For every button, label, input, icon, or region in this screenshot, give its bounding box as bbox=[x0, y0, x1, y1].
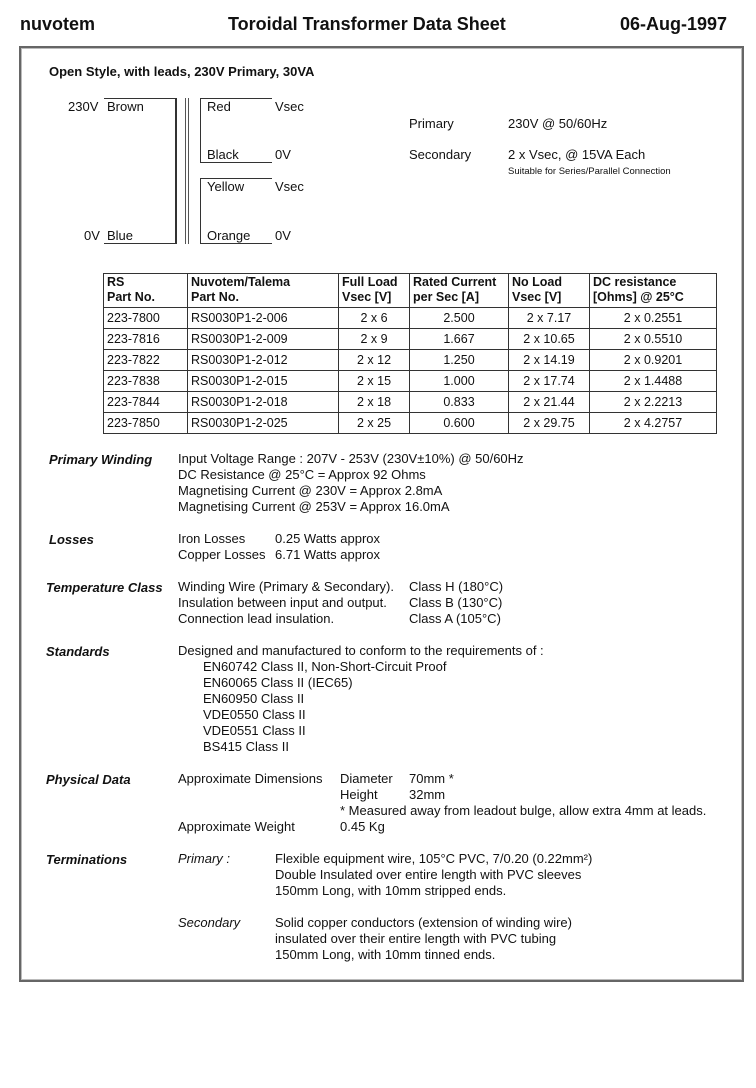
header-line: Full Load bbox=[342, 275, 398, 289]
weight-value: 0.45 Kg bbox=[340, 819, 385, 834]
secondary-2-bottom-wire bbox=[200, 243, 272, 244]
table-row bbox=[104, 350, 717, 371]
table-cell: 0.833 bbox=[410, 392, 509, 413]
weight-label: Approximate Weight bbox=[178, 819, 295, 834]
secondary-2-winding-line bbox=[200, 178, 201, 243]
table-cell: 2 x 12 bbox=[339, 350, 410, 371]
secondary-rating-label: Secondary bbox=[409, 147, 472, 162]
table-cell: 223-7844 bbox=[104, 392, 188, 413]
primary-top-color: Brown bbox=[107, 99, 144, 114]
losses-label: Losses bbox=[49, 532, 94, 547]
header-line: Rated Current bbox=[413, 275, 497, 289]
primary-winding-line bbox=[175, 98, 177, 244]
header-no-load bbox=[509, 274, 590, 308]
header-line: [Ohms] @ 25°C bbox=[593, 290, 684, 304]
table-cell: 2 x 6 bbox=[339, 308, 410, 329]
table-row bbox=[104, 371, 717, 392]
header-nuvotem-part bbox=[188, 274, 339, 308]
table-row bbox=[104, 413, 717, 434]
primary-bottom-voltage: 0V bbox=[84, 228, 100, 243]
document-date: 06-Aug-1997 bbox=[620, 14, 728, 34]
table-cell: 2 x 7.17 bbox=[509, 308, 590, 329]
temp-item-value: Class A (105°C) bbox=[409, 611, 501, 626]
termination-line: Solid copper conductors (extension of winding wire) bbox=[275, 915, 572, 930]
secondary-1-winding-line-lower bbox=[200, 146, 201, 162]
table-cell: 223-7816 bbox=[104, 329, 188, 350]
document-title: Toroidal Transformer Data Sheet bbox=[228, 14, 506, 34]
height-value: 32mm bbox=[409, 787, 446, 802]
table-cell: RS0030P1-2-018 bbox=[188, 392, 339, 413]
primary-top-voltage: 230V bbox=[68, 99, 99, 114]
table-cell: 2 x 25 bbox=[339, 413, 410, 434]
table-cell: RS0030P1-2-025 bbox=[188, 413, 339, 434]
table-cell: 2 x 0.5510 bbox=[590, 329, 717, 350]
header-line: Nuvotem/Talema bbox=[191, 275, 291, 289]
secondary-1-bottom-color: Black bbox=[207, 147, 239, 162]
primary-top-wire bbox=[104, 98, 176, 99]
termination-line: insulated over their entire length with PVC tubing bbox=[275, 931, 557, 946]
iron-losses-name: Iron Losses bbox=[178, 531, 246, 546]
terminations-primary-label: Primary : bbox=[178, 851, 230, 866]
table-cell: RS0030P1-2-012 bbox=[188, 350, 339, 371]
diameter-value: 70mm * bbox=[409, 771, 454, 786]
table-cell: RS0030P1-2-006 bbox=[188, 308, 339, 329]
secondary-1-bottom-label: 0V bbox=[275, 147, 291, 162]
table-cell: 2 x 15 bbox=[339, 371, 410, 392]
part-specs-table bbox=[103, 273, 717, 434]
temp-item-name: Winding Wire (Primary & Secondary). bbox=[178, 579, 394, 594]
primary-winding-label: Primary Winding bbox=[49, 452, 153, 467]
table-cell: 2 x 0.9201 bbox=[590, 350, 717, 371]
terminations-primary-details bbox=[275, 851, 592, 899]
table-cell: 223-7850 bbox=[104, 413, 188, 434]
secondary-1-top-color: Red bbox=[207, 99, 231, 114]
table-cell: 1.250 bbox=[410, 350, 509, 371]
header-dc-resistance bbox=[590, 274, 717, 308]
table-cell: 2 x 0.2551 bbox=[590, 308, 717, 329]
primary-winding-line: Input Voltage Range : 207V - 253V (230V±10%) @ 50/60Hz bbox=[178, 451, 524, 466]
header-line: Vsec [V] bbox=[512, 290, 562, 304]
table-cell: 2 x 1.4488 bbox=[590, 371, 717, 392]
header-full-load bbox=[339, 274, 410, 308]
core-line-1 bbox=[185, 98, 186, 244]
standard-item: VDE0551 Class II bbox=[203, 723, 306, 738]
table-cell: 2 x 21.44 bbox=[509, 392, 590, 413]
terminations-label: Terminations bbox=[46, 852, 128, 867]
secondary-2-bottom-color: Orange bbox=[207, 228, 251, 243]
header-line: RS bbox=[107, 275, 125, 289]
secondary-rating-value: 2 x Vsec, @ 15VA Each bbox=[508, 147, 646, 162]
primary-rating-value: 230V @ 50/60Hz bbox=[508, 116, 608, 131]
standards-intro: Designed and manufactured to conform to the requirements of : bbox=[178, 643, 544, 658]
table-cell: 2 x 9 bbox=[339, 329, 410, 350]
table-cell: 2 x 2.2213 bbox=[590, 392, 717, 413]
table-cell: 2 x 14.19 bbox=[509, 350, 590, 371]
temperature-class-label: Temperature Class bbox=[46, 580, 163, 595]
diameter-label: Diameter bbox=[340, 771, 393, 786]
secondary-2-top-color: Yellow bbox=[207, 179, 245, 194]
secondary-1-bottom-wire bbox=[200, 162, 272, 163]
secondary-2-bottom-label: 0V bbox=[275, 228, 291, 243]
table-cell: 2.500 bbox=[410, 308, 509, 329]
primary-rating-label: Primary bbox=[409, 116, 454, 131]
standard-item: EN60742 Class II, Non-Short-Circuit Proof bbox=[203, 659, 447, 674]
table-cell: 2 x 18 bbox=[339, 392, 410, 413]
temp-item-name: Connection lead insulation. bbox=[178, 611, 335, 626]
table-cell: 2 x 10.65 bbox=[509, 329, 590, 350]
table-cell: RS0030P1-2-015 bbox=[188, 371, 339, 392]
table-row bbox=[104, 329, 717, 350]
product-subtitle: Open Style, with leads, 230V Primary, 30VA bbox=[49, 64, 315, 79]
header-line: No Load bbox=[512, 275, 562, 289]
copper-losses-name: Copper Losses bbox=[178, 547, 266, 562]
temp-item-value: Class B (130°C) bbox=[409, 595, 503, 610]
header-line: per Sec [A] bbox=[413, 290, 479, 304]
header-line: Part No. bbox=[107, 290, 155, 304]
dimensions-label: Approximate Dimensions bbox=[178, 771, 323, 786]
brand-name: nuvotem bbox=[20, 14, 96, 34]
table-cell: 223-7838 bbox=[104, 371, 188, 392]
physical-data-label: Physical Data bbox=[46, 772, 131, 787]
standard-item: BS415 Class II bbox=[203, 739, 289, 754]
core-line-2 bbox=[188, 98, 189, 244]
terminations-secondary-details bbox=[275, 915, 572, 963]
standards-list bbox=[203, 659, 446, 755]
table-cell: 223-7822 bbox=[104, 350, 188, 371]
secondary-1-top-label: Vsec bbox=[275, 99, 304, 114]
header-line: Part No. bbox=[191, 290, 239, 304]
primary-winding-line: Magnetising Current @ 230V = Approx 2.8mA bbox=[178, 483, 443, 498]
dimensions-note: * Measured away from leadout bulge, allow extra 4mm at leads. bbox=[340, 803, 707, 818]
table-row bbox=[104, 308, 717, 329]
standard-item: VDE0550 Class II bbox=[203, 707, 306, 722]
temp-item-name: Insulation between input and output. bbox=[178, 595, 387, 610]
height-label: Height bbox=[340, 787, 378, 802]
table-cell: 2 x 4.2757 bbox=[590, 413, 717, 434]
primary-winding-details bbox=[178, 451, 524, 515]
secondary-rating-note: Suitable for Series/Parallel Connection bbox=[508, 166, 671, 177]
table-cell: 2 x 29.75 bbox=[509, 413, 590, 434]
table-cell: RS0030P1-2-009 bbox=[188, 329, 339, 350]
header-rated-current bbox=[410, 274, 509, 308]
table-cell: 1.667 bbox=[410, 329, 509, 350]
table-cell: 0.600 bbox=[410, 413, 509, 434]
table-cell: 2 x 17.74 bbox=[509, 371, 590, 392]
copper-losses-value: 6.71 Watts approx bbox=[275, 547, 381, 562]
primary-bottom-color: Blue bbox=[107, 228, 134, 243]
secondary-1-winding-line bbox=[200, 98, 201, 146]
termination-line: 150mm Long, with 10mm stripped ends. bbox=[275, 883, 507, 898]
standards-label: Standards bbox=[46, 644, 110, 659]
table-cell: 223-7800 bbox=[104, 308, 188, 329]
standard-item: EN60950 Class II bbox=[203, 691, 305, 706]
primary-bottom-wire bbox=[104, 243, 176, 244]
primary-winding-line: Magnetising Current @ 253V = Approx 16.0mA bbox=[178, 499, 450, 514]
table-row bbox=[104, 392, 717, 413]
terminations-secondary-label: Secondary bbox=[178, 915, 241, 930]
termination-line: 150mm Long, with 10mm tinned ends. bbox=[275, 947, 496, 962]
secondary-2-top-label: Vsec bbox=[275, 179, 304, 194]
header-rs-part bbox=[104, 274, 188, 308]
header-line: DC resistance bbox=[593, 275, 677, 289]
table-cell: 1.000 bbox=[410, 371, 509, 392]
temp-item-value: Class H (180°C) bbox=[409, 579, 504, 594]
termination-line: Double Insulated over entire length with PVC sleeves bbox=[275, 867, 582, 882]
standard-item: EN60065 Class II (IEC65) bbox=[203, 675, 353, 690]
termination-line: Flexible equipment wire, 105°C PVC, 7/0.20 (0.22mm²) bbox=[275, 851, 593, 866]
table-header-row bbox=[104, 274, 717, 308]
header-line: Vsec [V] bbox=[342, 290, 392, 304]
iron-losses-value: 0.25 Watts approx bbox=[275, 531, 381, 546]
primary-winding-line: DC Resistance @ 25°C = Approx 92 Ohms bbox=[178, 467, 426, 482]
